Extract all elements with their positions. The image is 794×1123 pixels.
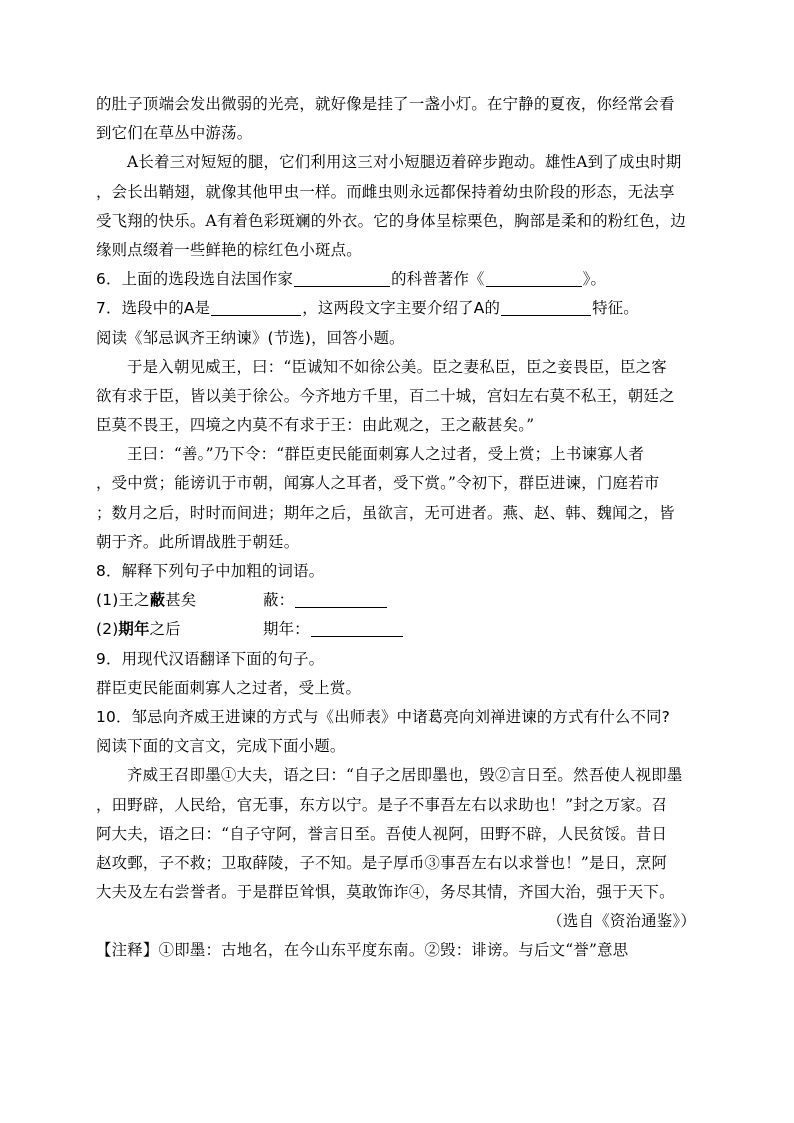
text-line: 于是入朝见威王，曰：“臣诚知不如徐公美。臣之妻私臣，臣之妾畏臣，臣之客 bbox=[127, 357, 667, 376]
text-line: ，受中赏；能谤讥于市朝，闻寡人之耳者，受下赏。”令初下，群臣进谏，门庭若市 bbox=[96, 474, 660, 493]
question-6 bbox=[96, 265, 698, 294]
question-8-item-2 bbox=[96, 615, 698, 644]
reading-intro-zouji: 阅读《邹忌讽齐王纳谏》(节选)，回答小题。 bbox=[96, 328, 405, 347]
question-text: 特征。 bbox=[592, 299, 639, 318]
text-line: 受飞翔的快乐。A有着色彩斑斓的外衣。它的身体呈棕栗色，胸部是柔和的粉红色，边 bbox=[96, 211, 687, 230]
text-line: 赵攻鄄，子不救；卫取薛陵，子不知。是子厚币③事吾左右以求誉也！”是日，烹阿 bbox=[96, 853, 668, 872]
answer-blank-author[interactable] bbox=[294, 270, 390, 287]
passage-firefly bbox=[96, 90, 698, 265]
text-line: 缘则点缀着一些鲜艳的棕红色小斑点。 bbox=[96, 240, 362, 259]
question-phrase: (1)王之蔽甚矣 bbox=[96, 591, 197, 610]
answer-blank-book[interactable] bbox=[486, 270, 582, 287]
annotation-note: 【注释】①即墨：古地名，在今山东平度东南。②毁：诽谤。与后文“誉”意思 bbox=[96, 941, 629, 960]
question-text: 》。 bbox=[582, 270, 607, 289]
question-phrase: (2)期年之后 bbox=[96, 620, 181, 639]
text-line: 到它们在草丛中游荡。 bbox=[96, 124, 253, 143]
text-line: 臣莫不畏王，四境之内莫不有求于王：由此观之，王之蔽甚矣。” bbox=[96, 416, 535, 435]
passage-zouji bbox=[96, 353, 698, 557]
question-8-item-1 bbox=[96, 586, 698, 615]
text-line: ；数月之后，时时而间进；期年之后，虽欲言，无可进者。燕、赵、韩、魏闻之，皆 bbox=[96, 503, 675, 522]
question-text: 6．上面的选段选自法国作家 bbox=[96, 270, 294, 289]
text-line: 阿大夫，语之曰：“自子守阿，誉言日至。吾使人视阿，田野不辟，人民贫馁。昔日 bbox=[96, 824, 668, 843]
question-8-title: 8．解释下列句子中加粗的词语。 bbox=[96, 562, 325, 580]
text-line: ，田野辟，人民给，官无事，东方以宁。是子不事吾左右以求助也！”封之万家。召 bbox=[96, 795, 668, 814]
reading-intro-classical: 阅读下面的文言文，完成下面小题。 bbox=[96, 737, 346, 756]
question-text: 7．选段中的A是 bbox=[96, 299, 211, 318]
question-9-title: 9．用现代汉语翻译下面的句子。 bbox=[96, 649, 325, 668]
text-line: ，会长出鞘翅，就像其他甲虫一样。而雌虫则永远都保持着幼虫阶段的形态，无法享 bbox=[96, 182, 675, 201]
source-citation: （选自《资治通鉴》） bbox=[547, 912, 696, 931]
answer-blank-bi[interactable] bbox=[295, 591, 387, 608]
text-line: 王曰：“善。”乃下令：“群臣吏民能面刺寡人之过者，受上赏；上书谏寡人者 bbox=[127, 445, 645, 464]
text-line: 朝于齐。此所谓战胜于朝廷。 bbox=[96, 532, 300, 551]
passage-weiwang bbox=[96, 761, 698, 965]
question-7 bbox=[96, 294, 698, 323]
text-line: 欲有求于臣，皆以美于徐公。今齐地方千里，百二十城，宫妇左右莫不私王，朝廷之 bbox=[96, 386, 675, 405]
question-text: 的科普著作《 bbox=[391, 270, 485, 289]
answer-blank-jinian[interactable] bbox=[311, 620, 403, 637]
answer-blank-a[interactable] bbox=[211, 299, 301, 316]
document-page bbox=[96, 90, 698, 966]
text-line: 齐威王召即墨①大夫，语之曰：“自子之居即墨也，毁②言日至。然吾使人视即墨 bbox=[127, 766, 683, 785]
question-text: ，这两段文字主要介绍了A的 bbox=[302, 299, 501, 318]
text-line: 大夫及左右尝誉者。于是群臣耸惧，莫敢饰诈④，务尽其情，齐国大治，强于天下。 bbox=[96, 883, 675, 902]
text-line: A长着三对短短的腿，它们利用这三对小短腿迈着碎步跑动。雄性A到了成虫时期 bbox=[127, 153, 682, 172]
question-10: 10．邹忌向齐威王进谏的方式与《出师表》中诸葛亮向刘禅进谏的方式有什么不同? bbox=[96, 707, 671, 726]
text-line: 的肚子顶端会发出微弱的光亮，就好像是挂了一盏小灯。在宁静的夏夜，你经常会看 bbox=[96, 95, 675, 113]
answer-blank-feature[interactable] bbox=[501, 299, 591, 316]
answer-label: 蔽： bbox=[263, 591, 295, 610]
answer-label: 期年： bbox=[263, 620, 310, 639]
question-9-sentence: 群臣吏民能面刺寡人之过者，受上赏。 bbox=[96, 678, 362, 697]
